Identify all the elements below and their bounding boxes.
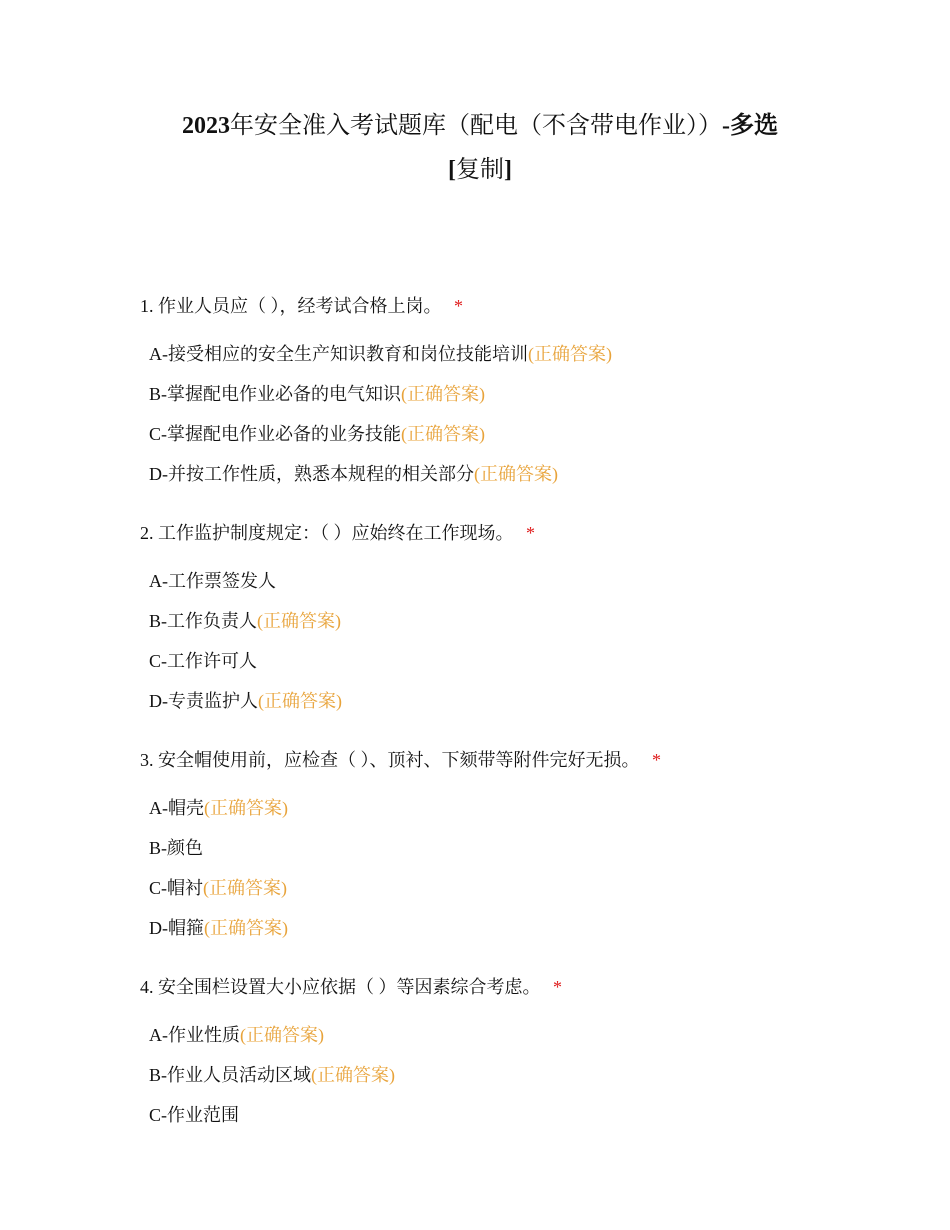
option-label: A-作业性质 bbox=[149, 1025, 240, 1045]
question-2 bbox=[140, 515, 900, 721]
option-b bbox=[149, 828, 900, 868]
question-list bbox=[140, 288, 900, 1156]
correct-answer-tag: (正确答案) bbox=[204, 798, 288, 818]
question-stem: 安全围栏设置大小应依据（ ）等因素综合考虑。 bbox=[158, 977, 541, 997]
question-number: 1. bbox=[140, 296, 154, 316]
option-a bbox=[149, 561, 900, 601]
option-label: B-工作负责人 bbox=[149, 611, 257, 631]
correct-answer-tag: (正确答案) bbox=[401, 424, 485, 444]
option-list bbox=[140, 788, 900, 948]
option-label: A-工作票签发人 bbox=[149, 571, 276, 591]
option-a bbox=[149, 334, 900, 374]
required-mark: * bbox=[526, 523, 535, 543]
correct-answer-tag: (正确答案) bbox=[203, 878, 287, 898]
option-b bbox=[149, 1055, 900, 1095]
option-label: D-帽箍 bbox=[149, 918, 204, 938]
option-b bbox=[149, 601, 900, 641]
copy-link[interactable]: 复制 bbox=[456, 157, 504, 183]
question-number: 3. bbox=[140, 750, 154, 770]
option-list bbox=[140, 561, 900, 721]
question-1 bbox=[140, 288, 900, 494]
correct-answer-tag: (正确答案) bbox=[528, 344, 612, 364]
title-suffix: -多选 bbox=[722, 113, 778, 139]
option-label: B-作业人员活动区域 bbox=[149, 1065, 311, 1085]
correct-answer-tag: (正确答案) bbox=[240, 1025, 324, 1045]
option-label: B-掌握配电作业必备的电气知识 bbox=[149, 384, 401, 404]
question-3 bbox=[140, 742, 900, 948]
option-label: A-帽壳 bbox=[149, 798, 204, 818]
question-stem: 作业人员应（ ），经考试合格上岗。 bbox=[158, 296, 442, 316]
question-4 bbox=[140, 969, 900, 1135]
question-stem: 安全帽使用前，应检查（ ）、顶衬、下颏带等附件完好无损。 bbox=[158, 750, 640, 770]
option-label: B-颜色 bbox=[149, 838, 203, 858]
page-title bbox=[110, 104, 850, 192]
question-text bbox=[140, 969, 900, 1005]
correct-answer-tag: (正确答案) bbox=[204, 918, 288, 938]
title-year: 2023 bbox=[182, 113, 230, 139]
correct-answer-tag: (正确答案) bbox=[311, 1065, 395, 1085]
correct-answer-tag: (正确答案) bbox=[474, 464, 558, 484]
question-text bbox=[140, 742, 900, 778]
correct-answer-tag: (正确答案) bbox=[258, 691, 342, 711]
correct-answer-tag: (正确答案) bbox=[257, 611, 341, 631]
option-a bbox=[149, 788, 900, 828]
option-d bbox=[149, 908, 900, 948]
question-number: 4. bbox=[140, 977, 154, 997]
option-a bbox=[149, 1015, 900, 1055]
option-label: D-并按工作性质，熟悉本规程的相关部分 bbox=[149, 464, 474, 484]
copy-bracket-open: [ bbox=[448, 157, 456, 183]
required-mark: * bbox=[652, 750, 661, 770]
option-label: A-接受相应的安全生产知识教育和岗位技能培训 bbox=[149, 344, 528, 364]
option-d bbox=[149, 454, 900, 494]
title-main-text: 年安全准入考试题库（配电（不含带电作业）） bbox=[230, 113, 722, 139]
required-mark: * bbox=[553, 977, 562, 997]
question-text bbox=[140, 288, 900, 324]
option-c bbox=[149, 1095, 900, 1135]
question-number: 2. bbox=[140, 523, 154, 543]
option-list bbox=[140, 334, 900, 494]
option-c bbox=[149, 414, 900, 454]
question-text bbox=[140, 515, 900, 551]
option-c bbox=[149, 641, 900, 681]
required-mark: * bbox=[454, 296, 463, 316]
copy-bracket-close: ] bbox=[504, 157, 512, 183]
option-d bbox=[149, 681, 900, 721]
option-c bbox=[149, 868, 900, 908]
option-b bbox=[149, 374, 900, 414]
option-list bbox=[140, 1015, 900, 1135]
option-label: C-工作许可人 bbox=[149, 651, 257, 671]
correct-answer-tag: (正确答案) bbox=[401, 384, 485, 404]
option-label: C-掌握配电作业必备的业务技能 bbox=[149, 424, 401, 444]
question-stem: 工作监护制度规定：（ ）应始终在工作现场。 bbox=[158, 523, 514, 543]
option-label: D-专责监护人 bbox=[149, 691, 258, 711]
option-label: C-帽衬 bbox=[149, 878, 203, 898]
option-label: C-作业范围 bbox=[149, 1105, 239, 1125]
